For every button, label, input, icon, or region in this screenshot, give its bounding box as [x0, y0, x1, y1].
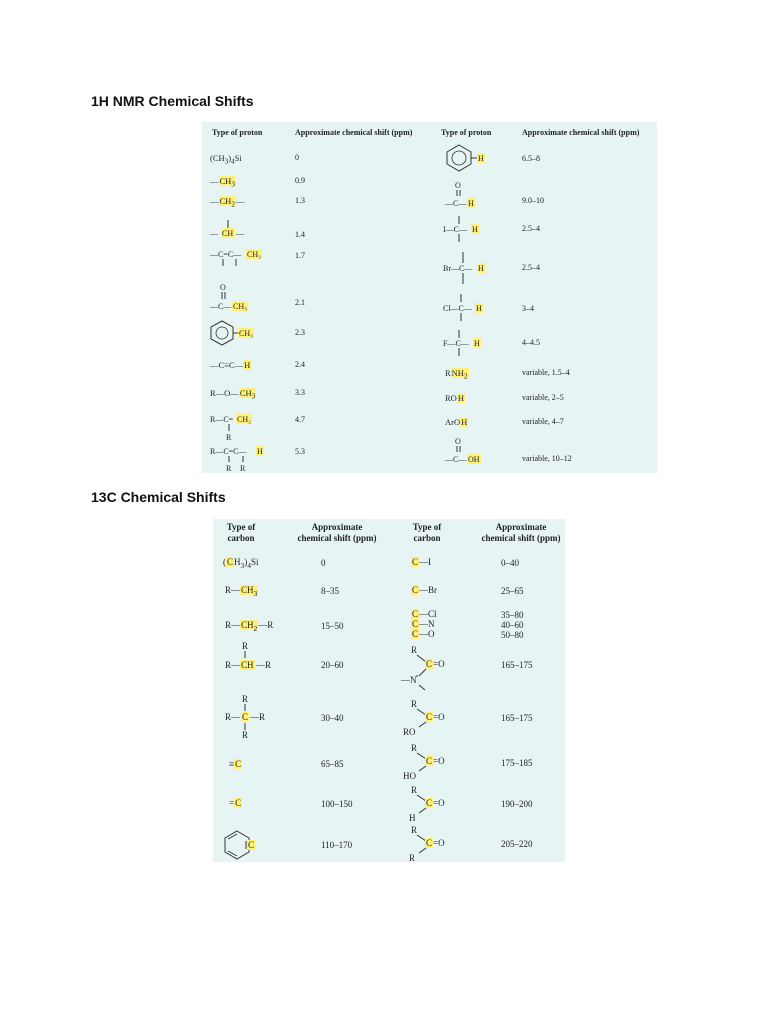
svg-text:CH: CH: [241, 660, 254, 670]
h1-left-shift-10: 5.3: [295, 447, 305, 456]
h1-right-struct-phenol: ArOH: [445, 417, 468, 427]
c13-left-shift-0: 0: [321, 558, 326, 568]
c13-right-shift-7: 205–220: [501, 839, 533, 849]
h1-left-struct-toluene: [210, 320, 270, 346]
h1-right-shift-5: 4–4.5: [522, 338, 540, 347]
svg-text:C: C: [426, 712, 433, 722]
svg-text:O: O: [455, 437, 461, 446]
c13-right-shift-0: 0–40: [501, 558, 519, 568]
svg-text:R: R: [242, 730, 249, 740]
c13-right-shift-1: 25–65: [501, 586, 524, 596]
h1-left-struct-methyl-ketone: [210, 282, 270, 316]
h1-left-struct-vinylidene: [210, 412, 270, 442]
svg-text:Br—C—: Br—C—: [443, 264, 473, 273]
h1-left-struct-methylene: $—CH_2—$: [210, 196, 245, 209]
c13-header-type-right: Type of carbon: [412, 522, 442, 543]
h1-header-shift-left: Approximate chemical shift (ppm): [295, 128, 413, 137]
c13-right-struct-heteroatom: C—Cl C—N C—O: [412, 609, 437, 639]
c13-left-shift-7: 110–170: [321, 840, 353, 850]
h1-right-shift-7: variable, 2–5: [522, 393, 564, 402]
svg-text:R: R: [242, 694, 249, 704]
svg-text:OH: OH: [468, 455, 480, 464]
svg-text:=O: =O: [433, 756, 445, 766]
h1-header-shift-right: Approximate chemical shift (ppm): [522, 128, 640, 137]
svg-text:H: H: [472, 225, 478, 234]
c13-right-struct-bromide: C—Br: [412, 585, 438, 595]
h1-shift-table: [202, 122, 657, 473]
h1-left-struct-allylic: [210, 246, 280, 272]
svg-text:—R: —R: [250, 712, 266, 722]
svg-text:=O: =O: [433, 659, 445, 669]
h1-section-title: 1H NMR Chemical Shifts: [91, 93, 254, 109]
h1-right-shift-3: 2.5–4: [522, 263, 540, 272]
svg-text:—C—: —C—: [210, 302, 232, 311]
svg-text:R—C=: R—C=: [210, 415, 234, 424]
c13-right-shift-6: 190–200: [501, 799, 533, 809]
svg-text:R: R: [409, 853, 416, 863]
svg-text:C: C: [426, 659, 433, 669]
h1-left-struct-methine: [210, 220, 260, 244]
h1-left-shift-5: 2.1: [295, 298, 305, 307]
c13-left-shift-6: 100–150: [321, 799, 353, 809]
svg-text:—R: —R: [256, 660, 272, 670]
svg-text:R: R: [411, 785, 418, 795]
svg-text:=O: =O: [433, 798, 445, 808]
c13-left-shift-3: 20–60: [321, 660, 344, 670]
svg-text:C: C: [426, 756, 433, 766]
h1-left-struct-tms: $(CH_3)_4Si$: [210, 153, 242, 166]
svg-text:H: H: [476, 304, 482, 313]
c13-right-shift-2c: 50–80: [501, 630, 524, 640]
svg-text:RO: RO: [403, 727, 416, 737]
h1-left-shift-4: 1.7: [295, 251, 305, 260]
c13-left-struct-alkyne: ≡C: [229, 759, 242, 769]
svg-text:R—C=C—: R—C=C—: [210, 447, 247, 456]
h1-left-shift-0: 0: [295, 153, 299, 162]
svg-text:C: C: [426, 838, 433, 848]
svg-text:HO: HO: [403, 771, 416, 781]
svg-text:O: O: [220, 283, 226, 292]
c13-left-shift-4: 30–40: [321, 713, 344, 723]
svg-text:R: R: [240, 464, 246, 473]
svg-text:CH: CH: [222, 229, 234, 238]
h1-header-type-left: Type of proton: [212, 128, 263, 137]
h1-right-struct-bromide: [443, 252, 499, 286]
h1-right-shift-0: 6.5–8: [522, 154, 540, 163]
c13-right-shift-2b: 40–60: [501, 620, 524, 630]
h1-right-struct-iodide: [443, 216, 493, 246]
h1-left-shift-1: 0.9: [295, 176, 305, 185]
c13-left-shift-5: 65–85: [321, 759, 344, 769]
svg-text:—: —: [236, 229, 244, 238]
h1-header-type-right: Type of proton: [441, 128, 492, 137]
c13-right-shift-5: 175–185: [501, 758, 533, 768]
h1-left-shift-6: 2.3: [295, 328, 305, 337]
h1-right-struct-alcohol: ROH: [445, 393, 464, 403]
c13-right-struct-ketone: [405, 825, 455, 863]
h1-right-shift-8: variable, 4–7: [522, 417, 564, 426]
c13-right-struct-acid: [403, 743, 453, 781]
svg-text:=O: =O: [433, 712, 445, 722]
c13-right-shift-3: 165–175: [501, 660, 533, 670]
svg-text:H: H: [478, 154, 484, 163]
c13-left-struct-aromatic: [223, 829, 263, 861]
svg-text:R: R: [411, 825, 418, 835]
h1-right-shift-4: 3–4: [522, 304, 534, 313]
svg-text:H: H: [478, 264, 484, 273]
svg-text:CH₂: CH₂: [237, 415, 251, 424]
svg-text:CH₃: CH₃: [239, 329, 253, 338]
h1-left-shift-2: 1.3: [295, 196, 305, 205]
c13-right-struct-aldehyde: [405, 785, 455, 823]
h1-right-shift-1: 9.0–10: [522, 196, 544, 205]
svg-text:R—: R—: [225, 660, 241, 670]
c13-left-struct-alkene: =C: [229, 798, 242, 808]
svg-text:R: R: [226, 433, 232, 442]
svg-text:R: R: [411, 743, 418, 753]
h1-left-struct-ether: $R—O—CH_3$: [210, 388, 256, 401]
c13-left-struct-tms: $(CH_3)_4Si$: [223, 557, 259, 570]
svg-text:—: —: [210, 229, 218, 238]
h1-right-struct-aldehyde: [445, 180, 495, 212]
svg-text:R: R: [226, 464, 232, 473]
c13-header-shift-left: Approximate chemical shift (ppm): [297, 522, 377, 543]
svg-text:H: H: [409, 813, 416, 823]
c13-left-struct-quaternary: [225, 694, 285, 740]
h1-left-struct-alkyne: —C≡C—H: [210, 360, 251, 370]
svg-text:R—: R—: [225, 712, 241, 722]
svg-text:CH₃: CH₃: [233, 302, 247, 311]
h1-right-struct-acid: [445, 436, 495, 468]
svg-text:H: H: [257, 447, 263, 456]
svg-text:—C—: —C—: [445, 199, 467, 208]
h1-left-shift-9: 4.7: [295, 415, 305, 424]
c13-left-shift-2: 15–50: [321, 621, 344, 631]
svg-text:C: C: [242, 712, 249, 722]
h1-left-struct-vinyl: [210, 444, 280, 474]
h1-left-shift-8: 3.3: [295, 388, 305, 397]
svg-text:H: H: [474, 339, 480, 348]
h1-right-struct-chloride: [443, 294, 499, 324]
c13-right-shift-4: 165–175: [501, 713, 533, 723]
h1-right-struct-amine: $RNH_2$: [445, 368, 468, 381]
svg-text:Cl—C—: Cl—C—: [443, 304, 472, 313]
svg-text:—C—: —C—: [445, 455, 467, 464]
c13-shift-table: [213, 519, 565, 862]
svg-text:R: R: [411, 699, 418, 709]
c13-right-shift-2: [501, 610, 524, 640]
c13-left-struct-methyl: $R—CH_3$: [225, 585, 258, 598]
c13-header-shift-right: Approximate chemical shift (ppm): [481, 522, 561, 543]
c13-right-struct-iodide: C—I: [412, 557, 432, 567]
h1-left-shift-7: 2.4: [295, 360, 305, 369]
svg-text:C: C: [248, 840, 255, 850]
c13-left-shift-1: 8–35: [321, 586, 339, 596]
svg-text:F—C—: F—C—: [443, 339, 469, 348]
svg-text:C: C: [426, 798, 433, 808]
c13-left-struct-methylene: $R—CH_2—R$: [225, 620, 274, 633]
svg-text:H: H: [468, 199, 474, 208]
h1-left-shift-3: 1.4: [295, 230, 305, 239]
svg-text:R: R: [411, 645, 418, 655]
svg-text:=O: =O: [433, 838, 445, 848]
h1-right-shift-2: 2.5–4: [522, 224, 540, 233]
c13-right-shift-2a: 35–80: [501, 610, 524, 620]
c13-left-struct-methine: [225, 641, 285, 673]
svg-text:I—C—: I—C—: [443, 225, 467, 234]
h1-right-shift-6: variable, 1.5–4: [522, 368, 570, 377]
c13-section-title: 13C Chemical Shifts: [91, 489, 226, 505]
h1-right-struct-fluoride: [443, 330, 499, 360]
h1-right-shift-9: variable, 10–12: [522, 454, 572, 463]
h1-right-struct-aromatic: [445, 144, 505, 172]
svg-text:R: R: [242, 641, 249, 651]
c13-right-struct-ester: [403, 699, 453, 737]
svg-text:O: O: [455, 181, 461, 190]
svg-text:—C=C—: —C=C—: [210, 250, 242, 259]
svg-text:—N: —N: [401, 675, 417, 685]
c13-header-type-left: Type of carbon: [226, 522, 256, 543]
h1-left-struct-methyl: $—CH_3$: [210, 176, 235, 189]
svg-text:CH₃: CH₃: [247, 250, 261, 259]
c13-right-struct-amide: [399, 645, 449, 691]
